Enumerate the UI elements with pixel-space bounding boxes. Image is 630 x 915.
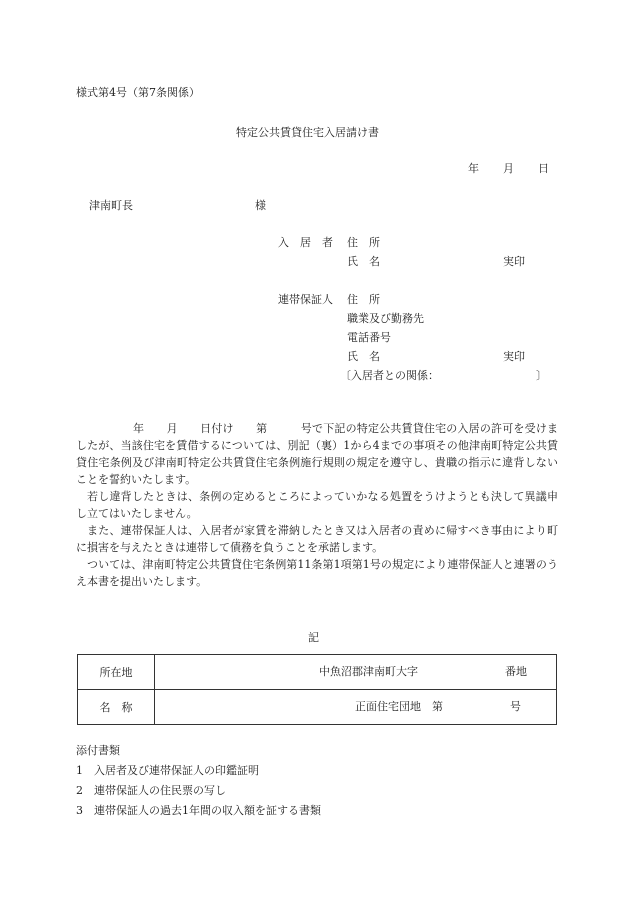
guarantor-role-label: 連帯保証人	[278, 293, 333, 306]
tenant-role-label: 入 居 者	[278, 236, 333, 249]
list-item-text: 連帯保証人の過去1年間の収入額を証する書類	[94, 804, 321, 817]
tenant-address-label: 住 所	[347, 236, 380, 249]
body-paragraph-2: 若し違背したときは、条例の定めるところによっていかなる処置をうけようとも決して異議申し立てはいたしません。	[76, 490, 558, 520]
date-month-label: 月	[503, 162, 514, 175]
guarantor-occupation-label: 職業及び勤務先	[347, 312, 424, 325]
list-item-number: 2	[76, 784, 83, 797]
guarantor-seal-label: 実印	[503, 350, 525, 363]
document-title: 特定公共賃貸住宅入居請け書	[236, 126, 379, 139]
list-item	[76, 804, 321, 824]
location-value-cell	[155, 655, 557, 690]
name-value: 正面住宅団地 第	[355, 700, 443, 713]
tenant-seal-label: 実印	[503, 255, 525, 268]
body-paragraph-1-rest: 受けましたが、当該住宅を賃借するについては、別記（裏）1から4までの事項その他津南町特定公共賃貸住宅条例及び津南町特定公共賃貸住宅条例施行規則の規定を遵守し、貴職の指示に違背しないことを誓約いたします。	[76, 422, 559, 486]
attachments-list	[76, 764, 321, 824]
location-value: 中魚沼郡津南町大字	[319, 665, 418, 678]
guarantor-name-label: 氏 名	[347, 350, 380, 363]
name-suffix: 号	[510, 700, 521, 713]
guarantor-address-label: 住 所	[347, 293, 380, 306]
addressee-name: 津南町長	[89, 199, 133, 212]
body-paragraph-3: また、連帯保証人は、入居者が家賃を滞納したとき又は入居者の責めに帰すべき事由により町に損害を与えたときは連帯して債務を負うことを承諾します。	[76, 524, 558, 554]
tenant-name-label: 氏 名	[347, 255, 380, 268]
list-item-number: 3	[76, 804, 83, 817]
body-paragraph-1-first-line: 年 月 日付け 第 号で下記の特定公共賃貸住宅の入居の許可を	[133, 422, 525, 435]
ki-heading: 記	[308, 631, 319, 644]
list-item	[76, 784, 321, 804]
list-item-number: 1	[76, 764, 83, 777]
body-text	[76, 420, 558, 590]
list-item-text: 入居者及び連帯保証人の印鑑証明	[94, 764, 259, 777]
guarantor-relationship-open: 〔入居者との関係：	[340, 369, 439, 382]
location-suffix: 番地	[505, 665, 527, 678]
table-row	[78, 655, 557, 690]
name-value-cell	[155, 690, 557, 725]
attachments-heading: 添付書類	[76, 744, 120, 757]
location-label: 所在地	[78, 655, 155, 690]
list-item-text: 連帯保証人の住民票の写し	[94, 784, 226, 797]
form-number: 様式第4号（第7条関係）	[76, 86, 200, 99]
property-table	[77, 654, 557, 725]
list-item	[76, 764, 321, 784]
date-year-label: 年	[468, 162, 479, 175]
addressee-honorific: 様	[255, 199, 266, 212]
date-day-label: 日	[538, 162, 549, 175]
body-paragraph-4: ついては、津南町特定公共賃貸住宅条例第11条第1項第1号の規定により連帯保証人と連署のうえ本書を提出いたします。	[76, 558, 558, 588]
guarantor-phone-label: 電話番号	[347, 331, 391, 344]
table-row	[78, 690, 557, 725]
name-label: 名 称	[78, 690, 155, 725]
guarantor-relationship-close: 〕	[536, 369, 547, 382]
